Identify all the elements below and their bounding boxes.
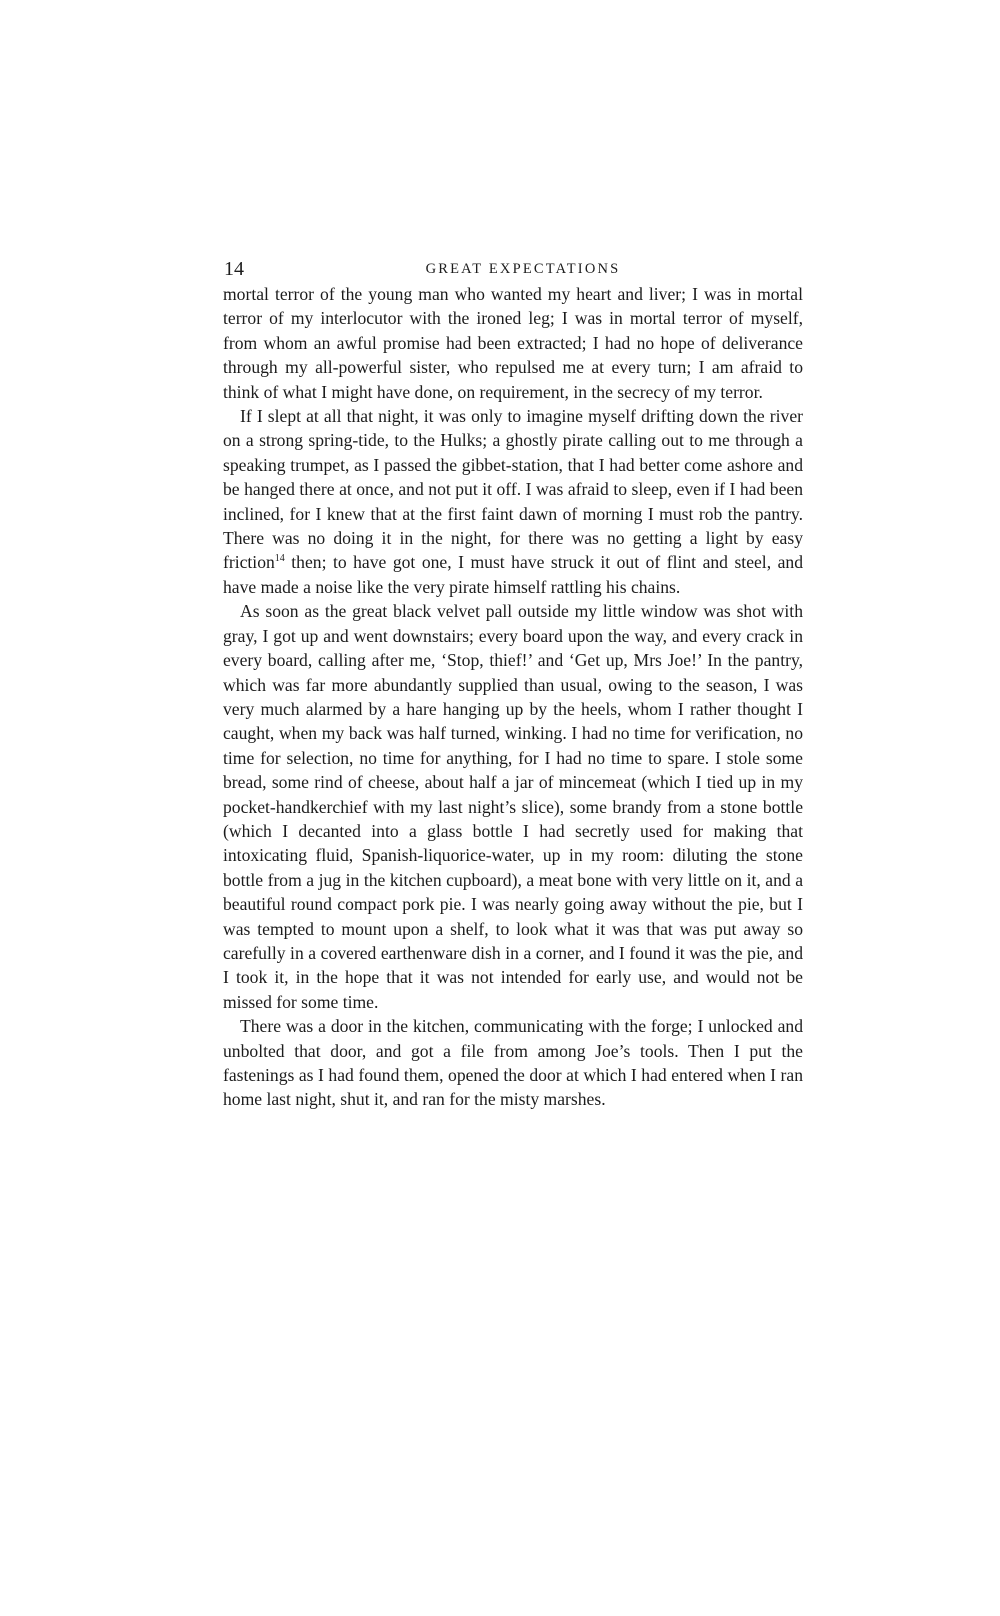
book-page	[223, 256, 803, 1112]
page-number: 14	[224, 258, 244, 280]
paragraph: There was a door in the kitchen, communicating with the forge; I unlocked and unbolted that door, and got a file from among Joe’s tools. Then I put the fastenings as I had found them, opened the door at which I had entered when I ran home last night, shut it, and ran for the misty marshes.	[223, 1016, 803, 1110]
paragraph-text: If I slept at all that night, it was only to imagine myself drifting down the river on a strong spring-tide, to the Hulks; a ghostly pirate calling out to me through a speaking trumpet, as I passed the gibbet-station, that I had better come ashore and be hanged there at once, and not put it off. I was afraid to sleep, even if I had been inclined, for I knew that at the first faint dawn of morning I must rob the pantry. There was no doing it in the night, for there was no getting a light by easy friction	[223, 406, 803, 573]
paragraph: As soon as the great black velvet pall outside my little window was shot with gray, I got up and went downstairs; every board upon the way, and every crack in every board, calling after me, ‘Stop, thief!’ and ‘Get up, Mrs Joe!’ In the pantry, which was far more abundantly supplied than usual, owing to the season, I was very much alarmed by a hare hanging up by the heels, whom I rather thought I caught, when my back was half turned, winking. I had no time for verification, no time for selection, no time for anything, for I had no time to spare. I stole some bread, some rind of cheese, about half a jar of mincemeat (which I tied up in my pocket-handkerchief with my last night’s slice), some brandy from a stone bottle (which I decanted into a glass bottle I had secretly used for making that intoxicating fluid, Spanish-liquorice-water, up in my room: diluting the stone bottle from a jug in the kitchen cupboard), a meat bone with very little on it, and a beautiful round compact pork pie. I was nearly going away without the pie, but I was tempted to mount upon a shelf, to look what it was that was put away so carefully in a covered earthenware dish in a corner, and I found it was the pie, and I took it, in the hope that it was not intended for early use, and would not be missed for some time.	[223, 601, 803, 1012]
paragraph-text: then; to have got one, I must have struck it out of flint and steel, and have made a noise like the very pirate himself rattling his chains.	[223, 552, 803, 597]
running-head	[223, 256, 803, 282]
paragraph	[223, 404, 803, 599]
footnote-reference[interactable]: 14	[274, 553, 285, 565]
running-title: GREAT EXPECTATIONS	[425, 261, 621, 277]
body-text	[223, 282, 803, 1112]
paragraph-continued: mortal terror of the young man who wanted my heart and liver; I was in mortal terror of my interlocutor with the ironed leg; I was in mortal terror of myself, from whom an awful promise had been extracted; I had no hope of deliverance through my all-powerful sister, who repulsed me at every turn; I am afraid to think of what I might have done, on requirement, in the secrecy of my terror.	[223, 284, 803, 402]
